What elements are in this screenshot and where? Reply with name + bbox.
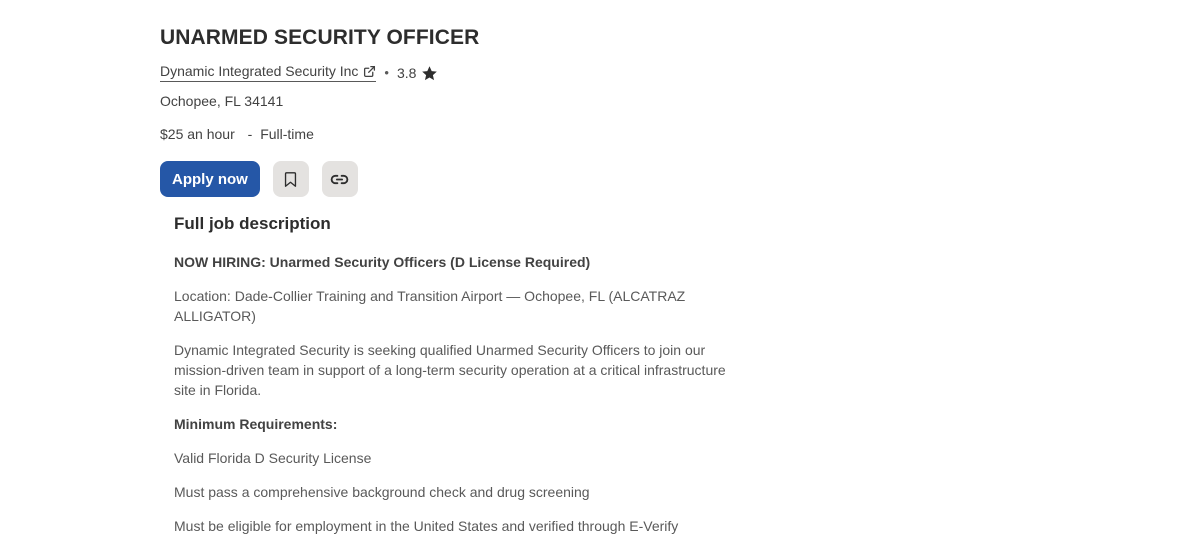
external-link-icon xyxy=(363,65,376,78)
description-paragraph: Location: Dade-Collier Training and Transition Airport — Ochopee, FL (ALCATRAZ ALLIGATOR) xyxy=(174,288,686,324)
job-header xyxy=(160,26,760,197)
action-buttons xyxy=(160,161,760,197)
link-icon xyxy=(329,169,350,190)
description-paragraph: Minimum Requirements: xyxy=(174,416,338,432)
apply-now-button[interactable]: Apply now xyxy=(160,161,260,197)
job-description-section xyxy=(160,214,760,536)
copy-link-button[interactable] xyxy=(322,161,358,197)
job-type-text: Full-time xyxy=(260,126,314,142)
company-rating-row xyxy=(160,63,760,82)
company-link[interactable] xyxy=(160,63,376,82)
description-paragraph: NOW HIRING: Unarmed Security Officers (D License Required) xyxy=(174,254,591,270)
description-paragraph: Valid Florida D Security License xyxy=(174,450,372,466)
pay-separator: - xyxy=(247,126,253,142)
description-paragraph: Dynamic Integrated Security is seeking qualified Unarmed Security Officers to join our mission-driven team in support of a long-term security operation at a critical infrastructure site in Florida. xyxy=(174,342,726,398)
pay-and-type-row xyxy=(160,126,760,142)
full-job-description-heading: Full job description xyxy=(174,214,331,233)
star-icon xyxy=(421,65,438,82)
save-job-button[interactable] xyxy=(273,161,309,197)
company-name: Dynamic Integrated Security Inc xyxy=(160,63,359,79)
page-title: UNARMED SECURITY OFFICER xyxy=(160,26,480,49)
description-paragraph: Must pass a comprehensive background check and drug screening xyxy=(174,484,590,500)
bookmark-icon xyxy=(282,170,299,189)
rating-value: 3.8 xyxy=(396,64,417,81)
pay-text: $25 an hour xyxy=(160,126,235,142)
description-paragraph: Must be eligible for employment in the United States and verified through E-Verify xyxy=(174,518,679,534)
separator-dot: • xyxy=(384,65,389,80)
description-body xyxy=(174,252,760,536)
job-location: Ochopee, FL 34141 xyxy=(160,93,284,109)
